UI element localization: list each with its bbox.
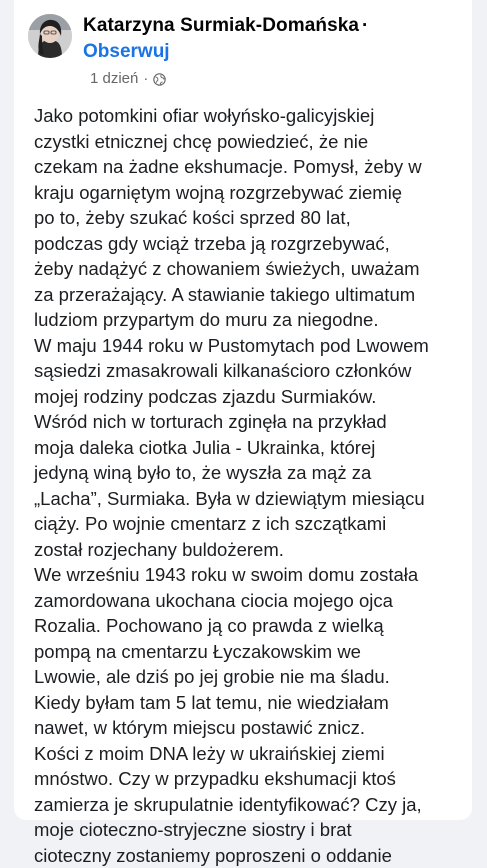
post-body-line: sąsiedzi zmasakrowali kilkanaścioro członków (34, 358, 474, 384)
post-body-line: pompą na cmentarzu Łyczakowskim we (34, 639, 474, 665)
post-body-line: Kiedy byłam tam 5 lat temu, nie wiedziałam (34, 690, 474, 716)
globe-icon[interactable] (153, 73, 166, 86)
post-body-line: mnóstwo. Czy w przypadku ekshumacji ktoś (34, 766, 474, 792)
post-body-line: żeby nadążyć z chowaniem świeżych, uważam (34, 256, 474, 282)
post-body-line: po to, żeby szukać kości sprzed 80 lat, (34, 205, 474, 231)
post-body-line: ludziom przypartym do muru za niegodne. (34, 307, 474, 333)
post-body-line: We wrześniu 1943 roku w swoim domu została (34, 562, 474, 588)
post-body-line: Jako potomkini ofiar wołyńsko-galicyjskiej (34, 103, 474, 129)
post-body-line: Rozalia. Pochowano ją co prawda z wielką (34, 613, 474, 639)
post-body-line: Lwowie, ale dziś po jej grobie nie ma śladu. (34, 664, 474, 690)
meta-separator: · (143, 70, 148, 87)
follow-button[interactable]: Obserwuj (83, 41, 170, 63)
post-body-line: jedyną winą było to, że wyszła za mąż za (34, 460, 474, 486)
post-body-line: moja daleka ciotka Julia - Ukrainka, której (34, 435, 474, 461)
post-meta (90, 70, 166, 87)
post-body-line: nawet, w którym miejscu postawić znicz. (34, 715, 474, 741)
post-body (34, 103, 474, 868)
post-body-line: czystki etnicznej chcę powiedzieć, że nie (34, 129, 474, 155)
author-name[interactable]: Katarzyna Surmiak-Domańska (83, 15, 359, 37)
avatar-photo (28, 14, 72, 58)
post-body-line: W maju 1944 roku w Pustomytach pod Lwowem (34, 333, 474, 359)
post-body-line: czekam na żadne ekshumacje. Pomysł, żeby w (34, 154, 474, 180)
post-body-line: kraju ogarniętym wojną rozgrzebywać ziemię (34, 180, 474, 206)
post-body-line: ciąży. Po wojnie cmentarz z ich szczątkami (34, 511, 474, 537)
post-body-line: „Lacha”, Surmiaka. Była w dziewiątym miesiącu (34, 486, 474, 512)
post-body-line: cioteczny zostaniemy poproszeni o oddanie (34, 843, 474, 868)
post-body-line: Wśród nich w torturach zginęła na przykład (34, 409, 474, 435)
post-body-line: został rozjechany buldożerem. (34, 537, 474, 563)
post-body-line: zamierza je skrupulatnie identyfikować? Czy ja, (34, 792, 474, 818)
post-body-line: podczas gdy wciąż trzeba ją rozgrzebywać, (34, 231, 474, 257)
post-body-line: moje cioteczno-stryjeczne siostry i brat (34, 817, 474, 843)
post-body-line: Kości z moim DNA leży w ukraińskiej ziemi (34, 741, 474, 767)
post-time[interactable]: 1 dzień (90, 70, 138, 87)
post-body-line: za przerażający. A stawianie takiego ultimatum (34, 282, 474, 308)
post-body-line: mojej rodziny podczas zjazdu Surmiaków. (34, 384, 474, 410)
post-body-line: zamordowana ukochana ciocia mojego ojca (34, 588, 474, 614)
author-avatar[interactable] (28, 14, 72, 58)
author-separator: · (362, 15, 368, 37)
post-card (14, 0, 472, 820)
